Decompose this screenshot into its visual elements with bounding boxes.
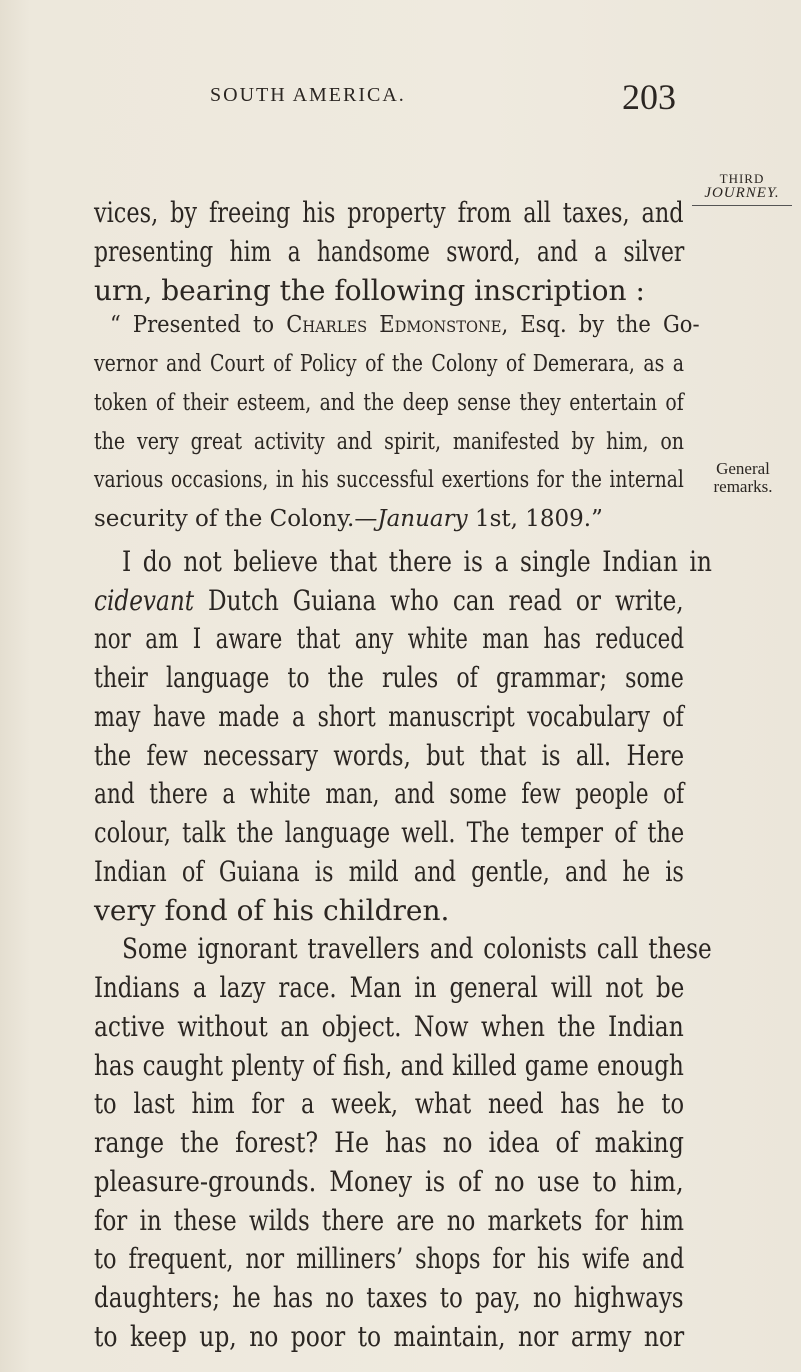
paragraph3-line: daughters; he has no taxes to pay, no highways bbox=[94, 1281, 684, 1315]
paragraph2-text: Dutch Guiana who can read or write, bbox=[194, 583, 684, 617]
quote-line: vernor and Court of Policy of the Colony of Demerara, as a bbox=[94, 351, 685, 378]
paragraph3-line: to last him for a week, what need has he to bbox=[94, 1087, 685, 1121]
quote-date: January bbox=[377, 506, 468, 533]
paragraph2-line: the few necessary words, but that is all. Here bbox=[94, 738, 685, 772]
margin-note-section-line1: THIRD bbox=[719, 171, 765, 186]
quote-line bbox=[94, 506, 603, 546]
paragraph1-line: vices, by freeing his property from all taxes, and bbox=[94, 196, 684, 229]
quote-line bbox=[110, 312, 700, 352]
page-number: 203 bbox=[622, 77, 676, 117]
margin-note-topic: General remarks. bbox=[713, 459, 773, 496]
paragraph1-line: presenting him a handsome sword, and a silver bbox=[94, 234, 685, 268]
quote-name: Charles Edmonstone bbox=[286, 312, 502, 339]
paragraph3-line: for in these wilds there are no markets for him bbox=[94, 1203, 684, 1237]
paragraph2-line: may have made a short manuscript vocabulary of bbox=[94, 699, 684, 733]
margin-note-section bbox=[688, 172, 796, 206]
paragraph3-line: range the forest? He has no idea of making bbox=[94, 1126, 684, 1160]
paragraph2-line: their language to the rules of grammar; some bbox=[94, 661, 684, 695]
quote-text: 1st, 1809.” bbox=[467, 506, 603, 533]
running-title: SOUTH AMERICA. bbox=[210, 84, 406, 106]
paragraph3-line: active without an object. Now when the Indian bbox=[94, 1009, 684, 1043]
quote-text: , Esq. by the Go- bbox=[501, 312, 700, 339]
paragraph3-line: to frequent, nor milliners’ shops for his wife and bbox=[94, 1242, 685, 1276]
paragraph2-line: I do not believe that there is a single Indian in bbox=[122, 544, 712, 578]
quote-text: security of the Colony.— bbox=[94, 506, 378, 533]
paragraph3-line: has caught plenty of fish, and killed game enough bbox=[94, 1048, 684, 1082]
paragraph3-line: Indians a lazy race. Man in general will not be bbox=[94, 971, 685, 1005]
paragraph2-line: colour, talk the language well. The temper of the bbox=[94, 816, 685, 850]
paragraph1-line: urn, bearing the following inscription : bbox=[94, 273, 645, 307]
paragraph3-line: Some ignorant travellers and colonists call these bbox=[122, 932, 712, 966]
italic-word: cidevant bbox=[94, 583, 195, 617]
margin-note-section-line2: JOURNEY. bbox=[704, 184, 780, 201]
quote-line: the very great activity and spirit, manifested by him, on bbox=[94, 428, 685, 455]
quote-line: various occasions, in his successful exertions for the internal bbox=[94, 467, 684, 494]
paragraph2-line: very fond of his children. bbox=[94, 893, 450, 927]
quote-line: token of their esteem, and the deep sense they entertain of bbox=[94, 389, 684, 416]
paragraph2-line bbox=[94, 584, 684, 624]
paragraph2-line: nor am I aware that any white man has reduced bbox=[94, 622, 685, 656]
paragraph3-line: pleasure-grounds. Money is of no use to him, bbox=[94, 1164, 684, 1198]
paragraph2-line: Indian of Guiana is mild and gentle, and he is bbox=[94, 854, 684, 888]
paragraph2-line: and there a white man, and some few people of bbox=[94, 777, 685, 811]
paragraph3-line: to keep up, no poor to maintain, nor army nor bbox=[94, 1320, 685, 1353]
quote-text: “ Presented to bbox=[110, 312, 287, 339]
margin-rule bbox=[692, 205, 792, 206]
